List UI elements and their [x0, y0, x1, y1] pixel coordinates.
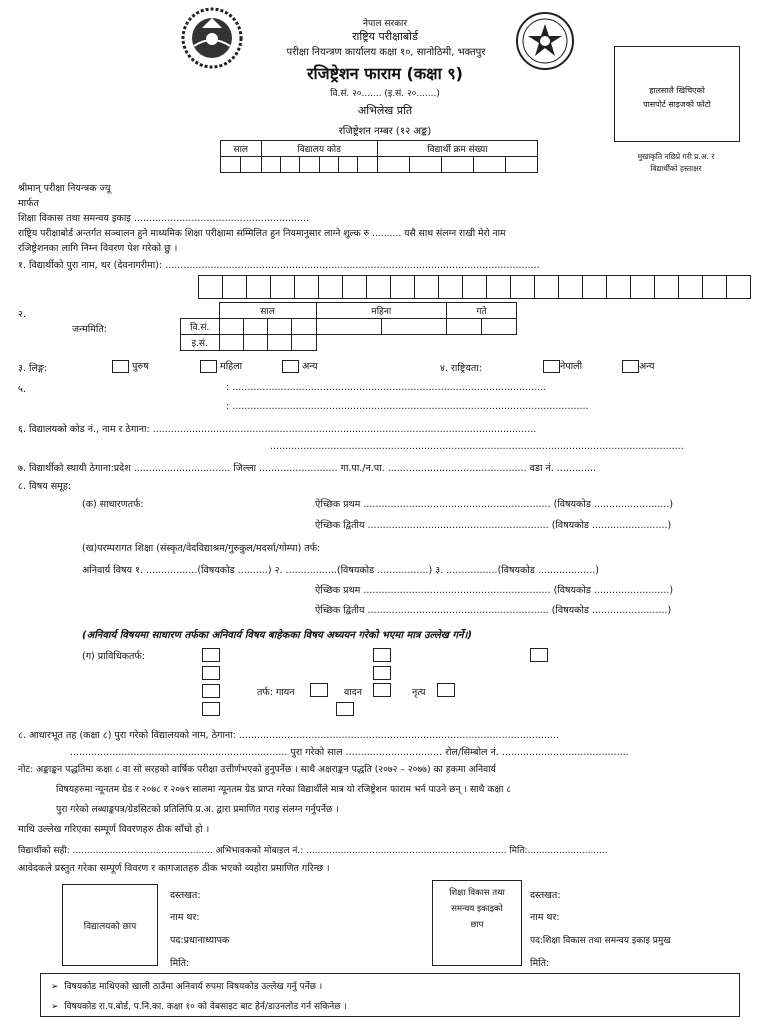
- reg-col-serial: विद्यार्थी क्रम संख्या: [377, 141, 537, 157]
- unit-post-label: पद:शिक्षा विकास तथा समन्वय इकाइ प्रमुख: [530, 936, 671, 946]
- gender-female-option[interactable]: [200, 359, 242, 373]
- field-school[interactable]: ६. विद्यालयको कोड नं., नाम र ठेगाना: ...............................................................................................................................: [18, 424, 537, 435]
- technical-box[interactable]: [336, 702, 354, 716]
- unit-stamp-line-3: छाप: [470, 920, 484, 930]
- dob-grid: [180, 302, 517, 351]
- address-line-1: श्रीमान् परीक्षा नियन्त्रक ज्यू: [18, 183, 111, 194]
- nationality-nepali-label: नेपाली: [560, 361, 583, 372]
- reg-cell[interactable]: [409, 157, 441, 173]
- subject-note: (अनिवार्य विषयमा साधारण तर्फका अनिवार्य विषय बाहेकका विषय अध्ययन गरेको भएमा मात्र उल्लेख गर्ने।): [82, 630, 472, 641]
- name-letter-cell[interactable]: [631, 275, 655, 299]
- footer-note-1: विषयकोड माथिएको खाली ठाउँमा अनिवार्य रुपमा विषयकोड उल्लेख गर्नु पर्नेछ ।: [64, 982, 323, 992]
- photo-caption-1: मुखाकृति नछिप्ने गरी प्र.अ. र: [637, 152, 715, 161]
- music-instrument-label: वादन: [344, 687, 363, 698]
- name-letter-cell[interactable]: [703, 275, 727, 299]
- nationality-other-option[interactable]: [622, 359, 655, 373]
- school-name-label: नाम थर:: [170, 912, 200, 923]
- gender-male-option[interactable]: [112, 359, 149, 373]
- group-kha-label: (ख)परम्परागत शिक्षा (संस्कृत/वेदविद्याश्रम/गुरुकुल/मदर्सा/गोम्पा) तर्फ:: [82, 543, 321, 554]
- form-title: रजिष्ट्रेशन फाराम (कक्षा ९): [307, 64, 463, 83]
- reg-number-grid: [220, 140, 538, 173]
- name-letter-cell[interactable]: [727, 275, 751, 299]
- unit-name-label: नाम थर:: [530, 912, 560, 923]
- name-letter-cell[interactable]: [198, 275, 223, 299]
- year-line: वि.सं. २०....... (इ.सं. २०.......): [330, 89, 440, 99]
- technical-box[interactable]: [373, 666, 391, 680]
- name-letter-cell[interactable]: [535, 275, 559, 299]
- name-letter-cell[interactable]: [607, 275, 631, 299]
- arrow-bullet-icon: ➢: [51, 982, 59, 992]
- dob-row-bs: वि.सं.: [181, 319, 220, 335]
- reg-cell[interactable]: [300, 157, 319, 173]
- note-line-1: नोट: अङ्काङ्कन पद्धतिमा कक्षा ८ वा सो सरहको वार्षिक परीक्षा उत्तीर्णभएको हुनुपर्नेछ । साथै अक्षराङ्कन पद्धति (२०७२ – २०७७) का हकमा अनिवार्य: [18, 764, 496, 775]
- gov-label: नेपाल सरकार: [362, 19, 408, 29]
- dob-cell[interactable]: [267, 335, 291, 351]
- name-letter-cell[interactable]: [319, 275, 343, 299]
- school-stamp-box: [62, 884, 158, 966]
- dob-label: जन्ममिति:: [72, 324, 107, 335]
- field-basic-level-line-2[interactable]: ........................................................................ पुरा गरेको साल ................................ रोल/सिम्बोल नं. ..........................................: [70, 747, 629, 758]
- field-subject-group: ८. विषय समूह:: [18, 481, 72, 492]
- technical-box[interactable]: [530, 648, 548, 662]
- field-5-number: ५.: [18, 384, 26, 395]
- checkbox[interactable]: [282, 360, 299, 373]
- technical-box[interactable]: [202, 702, 220, 716]
- optional-first-general[interactable]: ऐच्छिक प्रथम .............................................................. (विषयकोड .........................): [315, 499, 674, 510]
- dob-cell[interactable]: [243, 335, 267, 351]
- dance-label: नृत्य: [412, 687, 426, 698]
- signature-line[interactable]: विद्यार्थीको सही: ................................................. अभिभावकको मोबाइल नं.: ...................................................................... मिति:............................: [18, 846, 608, 856]
- name-letter-cell[interactable]: [679, 275, 703, 299]
- nationality-other-label: अन्य: [639, 361, 655, 372]
- gender-male-label: पुरुष: [132, 361, 149, 372]
- school-date-label: मिति:: [170, 958, 190, 969]
- name-letter-cell[interactable]: [223, 275, 247, 299]
- reg-cell[interactable]: [261, 157, 280, 173]
- unit-signature-label: दस्तखत:: [530, 890, 561, 901]
- checkbox[interactable]: [622, 360, 639, 373]
- intro-paragraph-2: रजिष्ट्रेशनका लागि निम्न विवरण पेश गरेको छु ।: [18, 243, 178, 254]
- name-letter-cell[interactable]: [439, 275, 463, 299]
- dob-col-year: साल: [219, 303, 316, 319]
- technical-box[interactable]: [202, 684, 220, 698]
- gender-other-option[interactable]: [282, 359, 318, 373]
- checkbox[interactable]: [200, 360, 217, 373]
- footer-notes-box: [40, 973, 740, 1017]
- dob-col-day: गते: [446, 303, 516, 319]
- technical-box[interactable]: [202, 648, 220, 662]
- confirm-statement: माथि उल्लेख गरिएका सम्पूर्ण विवरणहरु ठीक साँचो हो ।: [18, 824, 210, 835]
- dob-cell[interactable]: [381, 319, 446, 335]
- dob-cell[interactable]: [481, 319, 516, 335]
- reg-cell[interactable]: [441, 157, 473, 173]
- footer-bullet-2: [51, 999, 347, 1012]
- dance-box[interactable]: [437, 683, 455, 697]
- nepal-emblem: [180, 6, 244, 70]
- name-letter-cell[interactable]: [367, 275, 391, 299]
- field-5-line-1[interactable]: : ........................................................................................................: [226, 382, 547, 393]
- reg-cell[interactable]: [319, 157, 338, 173]
- reg-cell[interactable]: [241, 157, 261, 173]
- checkbox[interactable]: [543, 360, 560, 373]
- note-line-3: पुरा गरेको लब्धाङ्कपत्र/ग्रेडसिटको प्रतिलिपि प्र.अ. द्वारा प्रमाणित गराइ संलग्न गर्नुपर्नेछ ।: [56, 804, 339, 815]
- photo-box[interactable]: [614, 46, 740, 142]
- reg-no-label: रजिष्ट्रेशन नम्बर (१२ अङ्क): [338, 126, 432, 137]
- intro-paragraph-1: राष्ट्रिय परीक्षाबोर्ड अन्तर्गत सञ्चालन हुने माध्यमिक शिक्षा परीक्षामा सम्मिलित हुन नियमानुसार लाग्ने शुल्क रु .......... यसै साथ संलग्न राखी मेरो नाम: [18, 228, 506, 239]
- police-emblem: [514, 10, 576, 72]
- gender-other-label: अन्य: [302, 361, 318, 372]
- dob-col-month: महिना: [316, 303, 446, 319]
- dob-cell[interactable]: [219, 335, 243, 351]
- photo-caption-2: विद्यार्थीको हस्ताक्षर: [650, 164, 702, 173]
- name-letter-cell[interactable]: [487, 275, 511, 299]
- board-name: राष्ट्रिय परीक्षाबोर्ड: [352, 30, 418, 43]
- name-letter-cell[interactable]: [271, 275, 295, 299]
- technical-box[interactable]: [373, 648, 391, 662]
- music-vocal-box[interactable]: [310, 683, 328, 697]
- dob-row-ad: इ.सं.: [181, 335, 220, 351]
- group-ga-label: (ग) प्राविधिकतर्फ:: [82, 651, 145, 662]
- name-letter-cell[interactable]: [463, 275, 487, 299]
- name-letter-cell[interactable]: [559, 275, 583, 299]
- certify-statement: आवेदकले प्रस्तुत गरेका सम्पूर्ण विवरण र कागजातहरु ठीक भएको व्यहोरा प्रमाणित गरिन्छ ।: [18, 863, 330, 874]
- name-letter-grid[interactable]: [198, 275, 751, 299]
- arrow-bullet-icon: ➢: [51, 1002, 59, 1012]
- reg-cell[interactable]: [358, 157, 377, 173]
- checkbox[interactable]: [112, 360, 129, 373]
- reg-col-school: विद्यालय कोड: [261, 141, 377, 157]
- name-letter-cell[interactable]: [511, 275, 535, 299]
- footer-bullet-1: [51, 979, 322, 992]
- reg-cell[interactable]: [280, 157, 299, 173]
- dob-cell[interactable]: [219, 319, 243, 335]
- dob-cell[interactable]: [292, 335, 316, 351]
- dob-cell[interactable]: [316, 319, 381, 335]
- reg-cell[interactable]: [473, 157, 505, 173]
- unit-stamp-line-1: शिक्षा विकास तथा: [449, 888, 505, 898]
- address-line-3: शिक्षा विकास तथा समन्वय इकाइ ..........................................................: [18, 213, 310, 224]
- music-instrument-box[interactable]: [373, 683, 391, 697]
- footer-note-2: विषयकोड रा.प.बोर्ड, प.नि.का. कक्षा १० को वेबसाइट बाट हेर्न/डाउनलोड गर्न सकिनेछ ।: [64, 1002, 347, 1012]
- technical-box[interactable]: [202, 666, 220, 680]
- nationality-nepali-option[interactable]: [543, 359, 582, 373]
- music-vocal-label: तर्फ: गायन: [257, 687, 295, 698]
- note-line-2: विषयहरुमा न्यूनतम ग्रेड र २०७८ र २०७९ सालमा न्यूनतम ग्रेड प्राप्त गरेका विद्यार्थीले मात्र यो रजिष्ट्रेशन फाराम भर्न पाउने छन् । साथै कक्षा ८: [56, 784, 512, 795]
- field-nationality: ४. राष्ट्रियता:: [440, 363, 482, 374]
- dob-cell[interactable]: [267, 319, 291, 335]
- name-letter-cell[interactable]: [295, 275, 319, 299]
- name-letter-cell[interactable]: [583, 275, 607, 299]
- field-address[interactable]: ७. विद्यार्थीको स्थायी ठेगाना:प्रदेश ................................ जिल्ला .......................... गा.पा./न.पा. .............................................. वडा नं. .............: [18, 463, 597, 474]
- dob-cell[interactable]: [446, 319, 481, 335]
- name-letter-cell[interactable]: [343, 275, 367, 299]
- name-letter-cell[interactable]: [415, 275, 439, 299]
- reg-cell[interactable]: [377, 157, 409, 173]
- name-letter-cell[interactable]: [247, 275, 271, 299]
- address-line-2: मार्फत: [18, 198, 39, 209]
- dob-cell[interactable]: [292, 319, 316, 335]
- field-dob-number: २.: [18, 309, 26, 320]
- unit-stamp-line-2: समन्वय इकाइको: [451, 904, 503, 914]
- name-letter-cell[interactable]: [655, 275, 679, 299]
- optional-second-general[interactable]: ऐच्छिक द्वितीय ............................................................ (विषयकोड .........................): [315, 520, 672, 531]
- field-gender: ३. लिङ्ग:: [18, 363, 48, 374]
- school-stamp-label: विद्यालयको छाप: [83, 922, 137, 932]
- optional-first-traditional[interactable]: ऐच्छिक प्रथम .............................................................. (विषयकोड .........................): [315, 585, 674, 596]
- optional-second-traditional[interactable]: ऐच्छिक द्वितीय ............................................................ (विषयकोड .........................): [315, 605, 672, 616]
- photo-text-2: पासपोर्ट साइजको फोटो: [643, 100, 711, 109]
- gender-female-label: महिला: [220, 361, 243, 372]
- unit-stamp-box: [432, 880, 522, 966]
- field-basic-level[interactable]: ८. आधारभूत तह (कक्षा ८) पुरा गरेको विद्यालयको नाम, ठेगाना: ..........................................................................................................: [18, 730, 559, 741]
- field-school-line-2[interactable]: .........................................................................................................................................: [270, 441, 684, 452]
- unit-date-label: मिति:: [530, 958, 550, 969]
- dob-cell[interactable]: [243, 319, 267, 335]
- reg-cell[interactable]: [221, 157, 241, 173]
- photo-text-1: हालसालै खिचिएको: [649, 86, 705, 95]
- reg-cell[interactable]: [338, 157, 357, 173]
- office-name: परीक्षा नियन्त्रण कार्यालय कक्षा १०, सानोठिमी, भक्तपुर: [286, 47, 486, 58]
- name-letter-cell[interactable]: [391, 275, 415, 299]
- reg-cell[interactable]: [505, 157, 537, 173]
- group-ka-label: (क) साधारणतर्फ:: [82, 499, 144, 510]
- compulsory-subjects[interactable]: अनिवार्य विषय १. .................(विषयकोड ..........) २. .................(विषयकोड .................) ३. .................(विषयकोड ...................): [82, 565, 599, 576]
- school-signature-label: दस्तखत:: [170, 890, 201, 901]
- school-post-label: पद:प्रधानाध्यापक: [170, 935, 230, 946]
- field-5-line-2[interactable]: : ......................................................................................................................: [226, 401, 589, 412]
- reg-col-year: साल: [221, 141, 262, 157]
- copy-label: अभिलेख प्रति: [357, 104, 413, 117]
- field-student-name: १. विद्यार्थीको पुरा नाम, थर (देवनागरीमा): ............................................................................................................................: [18, 260, 540, 271]
